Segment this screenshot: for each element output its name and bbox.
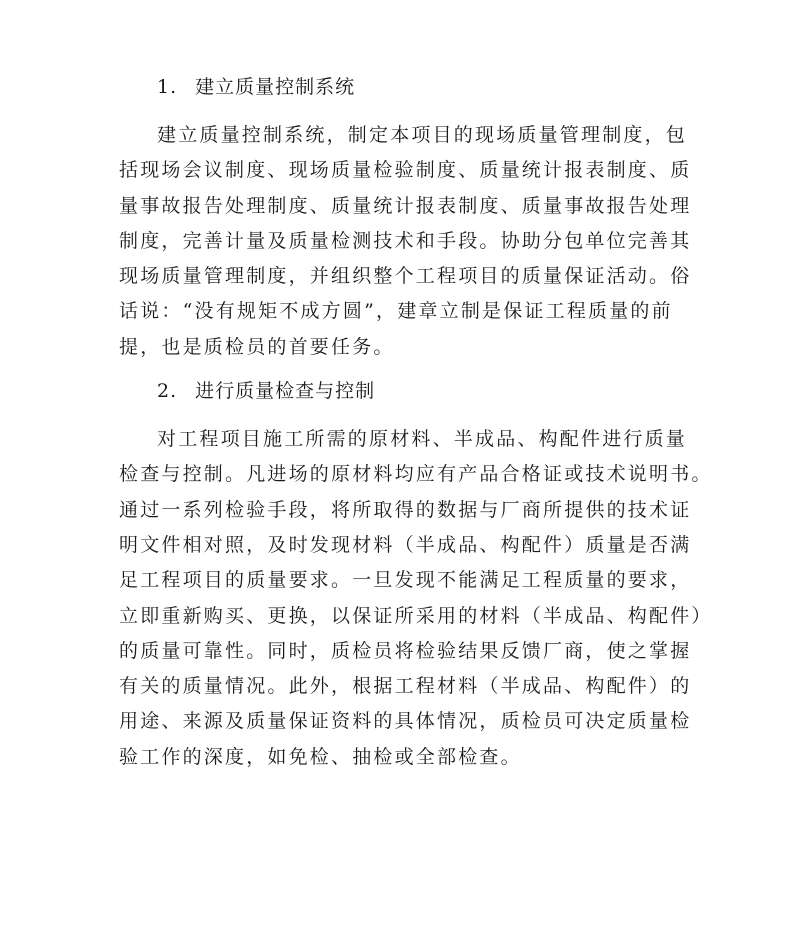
section-number: 1.: [157, 76, 178, 98]
paragraph-line: 明文件相对照，及时发现材料（半成品、构配件）质量是否满: [119, 533, 692, 556]
paragraph-line: 通过一系列检验手段，将所取得的数据与厂商所提供的技术证: [119, 498, 692, 521]
paragraph-line: 检查与控制。凡进场的原材料均应有产品合格证或技术说明书。: [119, 463, 713, 486]
paragraph-line: 足工程项目的质量要求。一旦发现不能满足工程质量的要求，: [119, 569, 692, 592]
paragraph-line: 量事故报告处理制度、质量统计报表制度、质量事故报告处理: [119, 194, 692, 217]
paragraph-line: 验工作的深度，如免检、抽检或全部检查。: [119, 745, 522, 768]
section-title: 建立质量控制系统: [195, 76, 356, 98]
paragraph-line: 话说：“没有规矩不成方圆”，建章立制是保证工程质量的前: [119, 300, 673, 323]
paragraph-line: 有关的质量情况。此外，根据工程材料（半成品、构配件）的: [119, 675, 692, 698]
paragraph-line: 提，也是质检员的首要任务。: [119, 335, 395, 358]
paragraph-line: 的质量可靠性。同时，质检员将检验结果反馈厂商，使之掌握: [119, 639, 692, 662]
section-heading-2: [119, 376, 685, 406]
paragraph-line: 括现场会议制度、现场质量检验制度、质量统计报表制度、质: [119, 159, 692, 182]
section-paragraph-1: [119, 118, 692, 365]
paragraph-line: 建立质量控制系统，制定本项目的现场质量管理制度，包: [157, 124, 688, 146]
paragraph-line: 用途、来源及质量保证资料的具体情况，质检员可决定质量检: [119, 710, 692, 733]
paragraph-line: 立即重新购买、更换，以保证所采用的材料（半成品、构配件）: [119, 604, 713, 627]
section-paragraph-2: [119, 422, 713, 775]
paragraph-line: 制度，完善计量及质量检测技术和手段。协助分包单位完善其: [119, 229, 692, 252]
section-title: 进行质量检查与控制: [195, 380, 376, 403]
paragraph-line: 对工程项目施工所需的原材料、半成品、构配件进行质量: [157, 428, 688, 451]
paragraph-line: 现场质量管理制度，并组织整个工程项目的质量保证活动。俗: [119, 265, 692, 288]
section-number: 2.: [157, 380, 178, 403]
section-heading-1: [119, 72, 685, 102]
